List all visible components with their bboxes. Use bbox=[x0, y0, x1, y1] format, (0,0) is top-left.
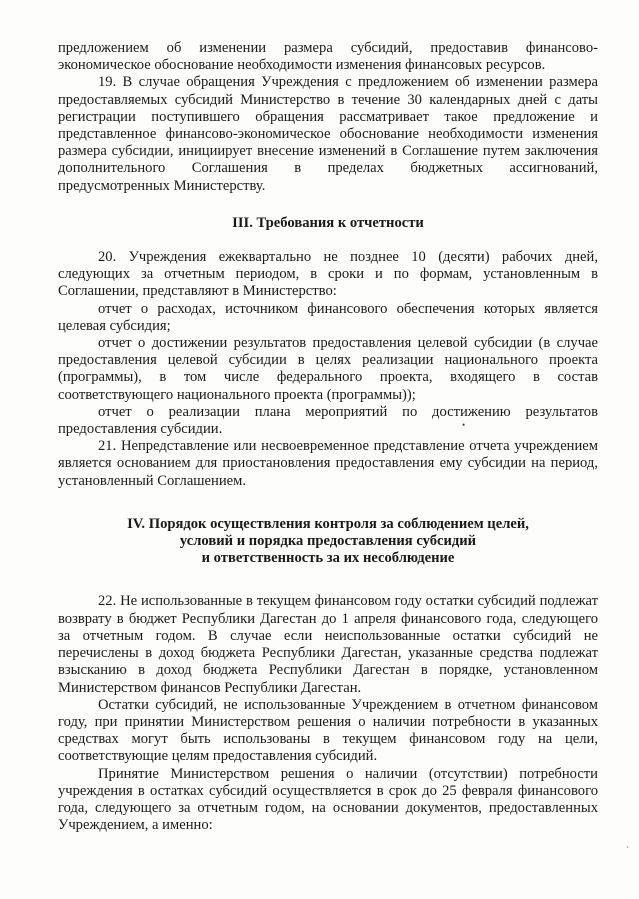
paragraph-22-part-2: Остатки субсидий, не использованные Учреждением в отчетном финансовом году, при принятии Министерством решения о наличии потребности в указанных средствах могут быть использованы в текущем финансовом году на цели, соответствующие целям предоставления субсидий. bbox=[58, 696, 598, 765]
section-3-heading: III. Требования к отчетности bbox=[232, 214, 424, 231]
paragraph-20-item-3: отчет о реализации плана мероприятий по достижению результатов предоставления субсидии. bbox=[58, 403, 598, 438]
section-4-heading-line-1: IV. Порядок осуществления контроля за соблюдением целей, bbox=[127, 515, 529, 532]
section-4-heading bbox=[58, 516, 598, 568]
paragraph-19: 19. В случае обращения Учреждения с предложением об изменении размера предоставляемых субсидий Министерство в течение 30 календарных дней с даты регистрации поступившего обращения рассматривает такое предложение и представленное финансово-экономическое обоснование необходимости изменения размера субсидии, инициирует внесение изменений в Соглашение путем заключения дополнительного Соглашения в пределах бюджетных ассигнований, предусмотренных Министерству. bbox=[58, 74, 598, 194]
paragraph-20-item-2: отчет о достижении результатов предоставления целевой субсидии (в случае предоставления целевой субсидии в целях реализации национального проекта (программы), в том числе федерального проекта, входящего в состав соответствующего национального проекта (программы)); bbox=[58, 335, 598, 403]
paragraph-22-part-3: Принятие Министерством решения о наличии (отсутствии) потребности учреждения в остатках субсидий осуществляется в срок до 25 февраля финансового года, следующего за отчетным годом, на основании документов, предоставленных Учреждением, а именно: bbox=[58, 765, 598, 834]
continuation-paragraph: предложением об изменении размера субсидий, предоставив финансово-экономическое обоснование необходимости изменения финансовых ресурсов. bbox=[58, 40, 598, 74]
scan-speck: • bbox=[462, 420, 466, 430]
paragraph-21: 21. Непредставление или несвоевременное представление отчета учреждением является основанием для приостановления предоставления ему субсидии на период, установленный Соглашением. bbox=[58, 438, 598, 489]
paragraph-20-item-1: отчет о расходах, источником финансового обеспечения которых является целевая субсидия; bbox=[58, 300, 598, 334]
paragraph-22: 22. Не использованные в текущем финансовом году остатки субсидий подлежат возврату в бюджет Республики Дагестан до 1 апреля финансового года, следующего за отчетным годом. В случае если неиспользованные остатки субсидий не перечислены в доход бюджета Республики Дагестан, указанные средства подлежат взысканию в доход бюджета Республики Дагестан в порядке, установленном Министерством финансов Республики Дагестан. bbox=[58, 593, 598, 696]
section-4-heading-line-2: условий и порядка предоставления субсидий bbox=[179, 533, 477, 550]
document-body bbox=[58, 40, 598, 834]
section-4-heading-line-3: и ответственность за их несоблюдение bbox=[201, 550, 455, 567]
scan-speck: ˎ bbox=[626, 838, 629, 848]
paragraph-20: 20. Учреждения ежеквартально не позднее 10 (десяти) рабочих дней, следующих за отчетным периодом, в сроки и по формам, установленным в Соглашении, представляют в Министерство: bbox=[58, 249, 598, 300]
